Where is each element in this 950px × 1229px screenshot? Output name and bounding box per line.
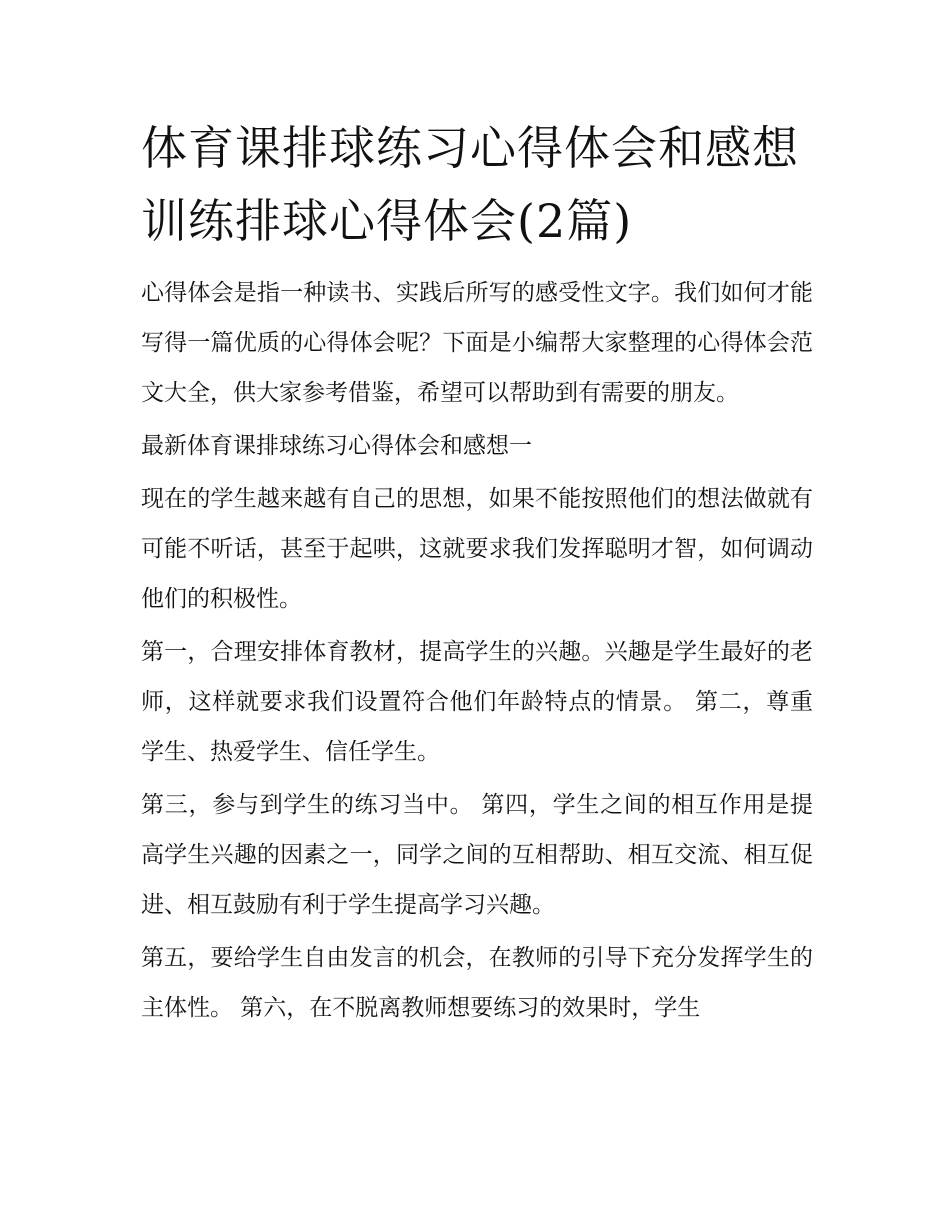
paragraph-points-5-6: 第五，要给学生自由发言的机会，在教师的引导下充分发挥学生的主体性。 第六，在不脱离教师想要练习的效果时，学生 xyxy=(141,945,813,1021)
paragraph-intro: 心得体会是指一种读书、实践后所写的感受性文字。我们如何才能写得一篇优质的心得体会呢？下面是小编帮大家整理的心得体会范文大全，供大家参考借鉴，希望可以帮助到有需要的朋友。 xyxy=(141,280,813,406)
document-body xyxy=(141,112,813,1036)
section-heading: 最新体育课排球练习心得体会和感想一 xyxy=(141,433,532,459)
document-title: 体育课排球练习心得体会和感想 训练排球心得体会(2篇) xyxy=(141,121,799,248)
paragraph-students-thoughts: 现在的学生越来越有自己的思想，如果不能按照他们的想法做就有可能不听话，甚至于起哄，这就要求我们发挥聪明才智，如何调动他们的积极性。 xyxy=(141,486,813,612)
paragraph-points-3-4: 第三，参与到学生的练习当中。 第四，学生之间的相互作用是提高学生兴趣的因素之一，同学之间的互相帮助、相互交流、相互促进、相互鼓励有利于学生提高学习兴趣。 xyxy=(141,792,813,918)
paragraph-points-1-2: 第一，合理安排体育教材，提高学生的兴趣。兴趣是学生最好的老师，这样就要求我们设置符合他们年龄特点的情景。 第二，尊重学生、热爱学生、信任学生。 xyxy=(141,639,813,765)
